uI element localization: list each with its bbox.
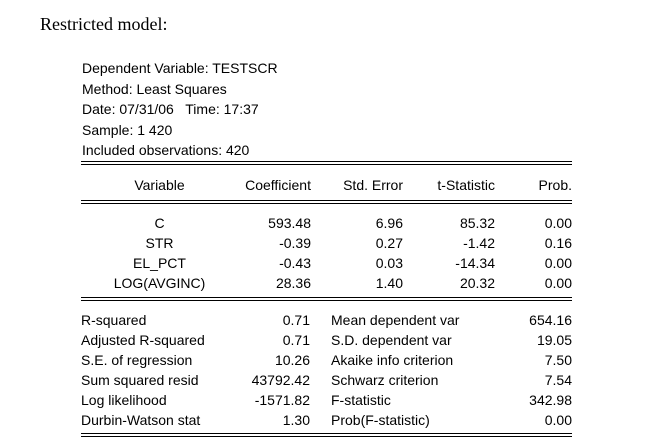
summary-statistics	[81, 310, 572, 430]
bottom-rule-2	[81, 436, 572, 437]
prob-cell: 0.00	[544, 215, 572, 231]
table-row	[81, 213, 572, 233]
coefficient-cell: -0.39	[279, 235, 311, 251]
stat-label: Akaike info criterion	[331, 352, 454, 368]
variable-cell: EL_PCT	[133, 255, 186, 271]
regression-header	[82, 58, 278, 161]
coefficient-table	[81, 213, 572, 293]
stat-label: Durbin-Watson stat	[81, 412, 201, 428]
stat-value: 10.26	[274, 352, 310, 368]
std-error-cell: 0.03	[375, 255, 403, 271]
variable-cell: C	[154, 215, 165, 231]
mid-rule-2	[81, 300, 572, 301]
header-variable: Variable	[134, 177, 185, 193]
stat-value: 0.71	[282, 332, 310, 348]
stat-value: 0.00	[544, 412, 572, 428]
top-rule-1	[81, 161, 572, 162]
t-statistic-cell: -14.34	[455, 255, 495, 271]
variable-cell: LOG(AVGINC)	[113, 275, 206, 291]
coefficient-cell: 28.36	[275, 275, 311, 291]
bottom-rule-1	[81, 433, 572, 434]
stat-label: Prob(F-statistic)	[331, 412, 430, 428]
stat-label: Adjusted R-squared	[81, 332, 205, 348]
variable-cell: STR	[145, 235, 174, 251]
stat-value: 7.50	[544, 352, 572, 368]
stat-value: 19.05	[536, 332, 572, 348]
sample-line: Sample: 1 420	[82, 121, 173, 138]
header-std-error: Std. Error	[343, 177, 403, 193]
table-row	[81, 233, 572, 253]
stat-label: S.E. of regression	[81, 352, 193, 368]
column-header-row	[81, 175, 572, 195]
page-heading: Restricted model:	[40, 14, 168, 34]
std-error-cell: 0.27	[375, 235, 403, 251]
stat-row	[81, 330, 572, 350]
std-error-cell: 1.40	[375, 275, 403, 291]
stat-label: F-statistic	[331, 392, 391, 408]
prob-cell: 0.16	[544, 235, 572, 251]
header-rule-2	[81, 203, 572, 204]
stat-row	[81, 390, 572, 410]
coefficient-cell: -0.43	[279, 255, 311, 271]
stat-row	[81, 410, 572, 430]
stat-value: 7.54	[544, 372, 572, 388]
stat-label: Log likelihood	[81, 392, 167, 408]
std-error-cell: 6.96	[375, 215, 403, 231]
stat-value: -1571.82	[254, 392, 310, 408]
top-rule-2	[81, 164, 572, 165]
method-line: Method: Least Squares	[82, 80, 227, 97]
dependent-variable-line: Dependent Variable: TESTSCR	[82, 60, 278, 76]
stat-value: 342.98	[529, 392, 572, 408]
stat-value: 654.16	[529, 312, 572, 328]
stat-label: R-squared	[81, 312, 147, 328]
header-rule-1	[81, 200, 572, 201]
header-prob: Prob.	[538, 177, 572, 193]
table-row	[81, 273, 572, 293]
stat-row	[81, 310, 572, 330]
header-coefficient: Coefficient	[245, 177, 311, 193]
stat-row	[81, 370, 572, 390]
stat-value: 0.71	[282, 312, 310, 328]
prob-cell: 0.00	[544, 275, 572, 291]
stat-value: 1.30	[282, 412, 310, 428]
header-t-statistic: t-Statistic	[437, 177, 495, 193]
observations-line: Included observations: 420	[82, 142, 250, 158]
coefficient-cell: 593.48	[268, 215, 311, 231]
date-time-line: Date: 07/31/06 Time: 17:37	[82, 101, 259, 117]
stat-value: 43792.42	[251, 372, 310, 388]
stat-row	[81, 350, 572, 370]
stat-label: S.D. dependent var	[331, 332, 452, 348]
stat-label: Schwarz criterion	[331, 372, 439, 388]
mid-rule-1	[81, 297, 572, 298]
stat-label: Sum squared resid	[81, 372, 199, 388]
t-statistic-cell: -1.42	[463, 235, 495, 251]
stat-label: Mean dependent var	[331, 312, 460, 328]
table-row	[81, 253, 572, 273]
t-statistic-cell: 20.32	[459, 275, 495, 291]
prob-cell: 0.00	[544, 255, 572, 271]
t-statistic-cell: 85.32	[459, 215, 495, 231]
